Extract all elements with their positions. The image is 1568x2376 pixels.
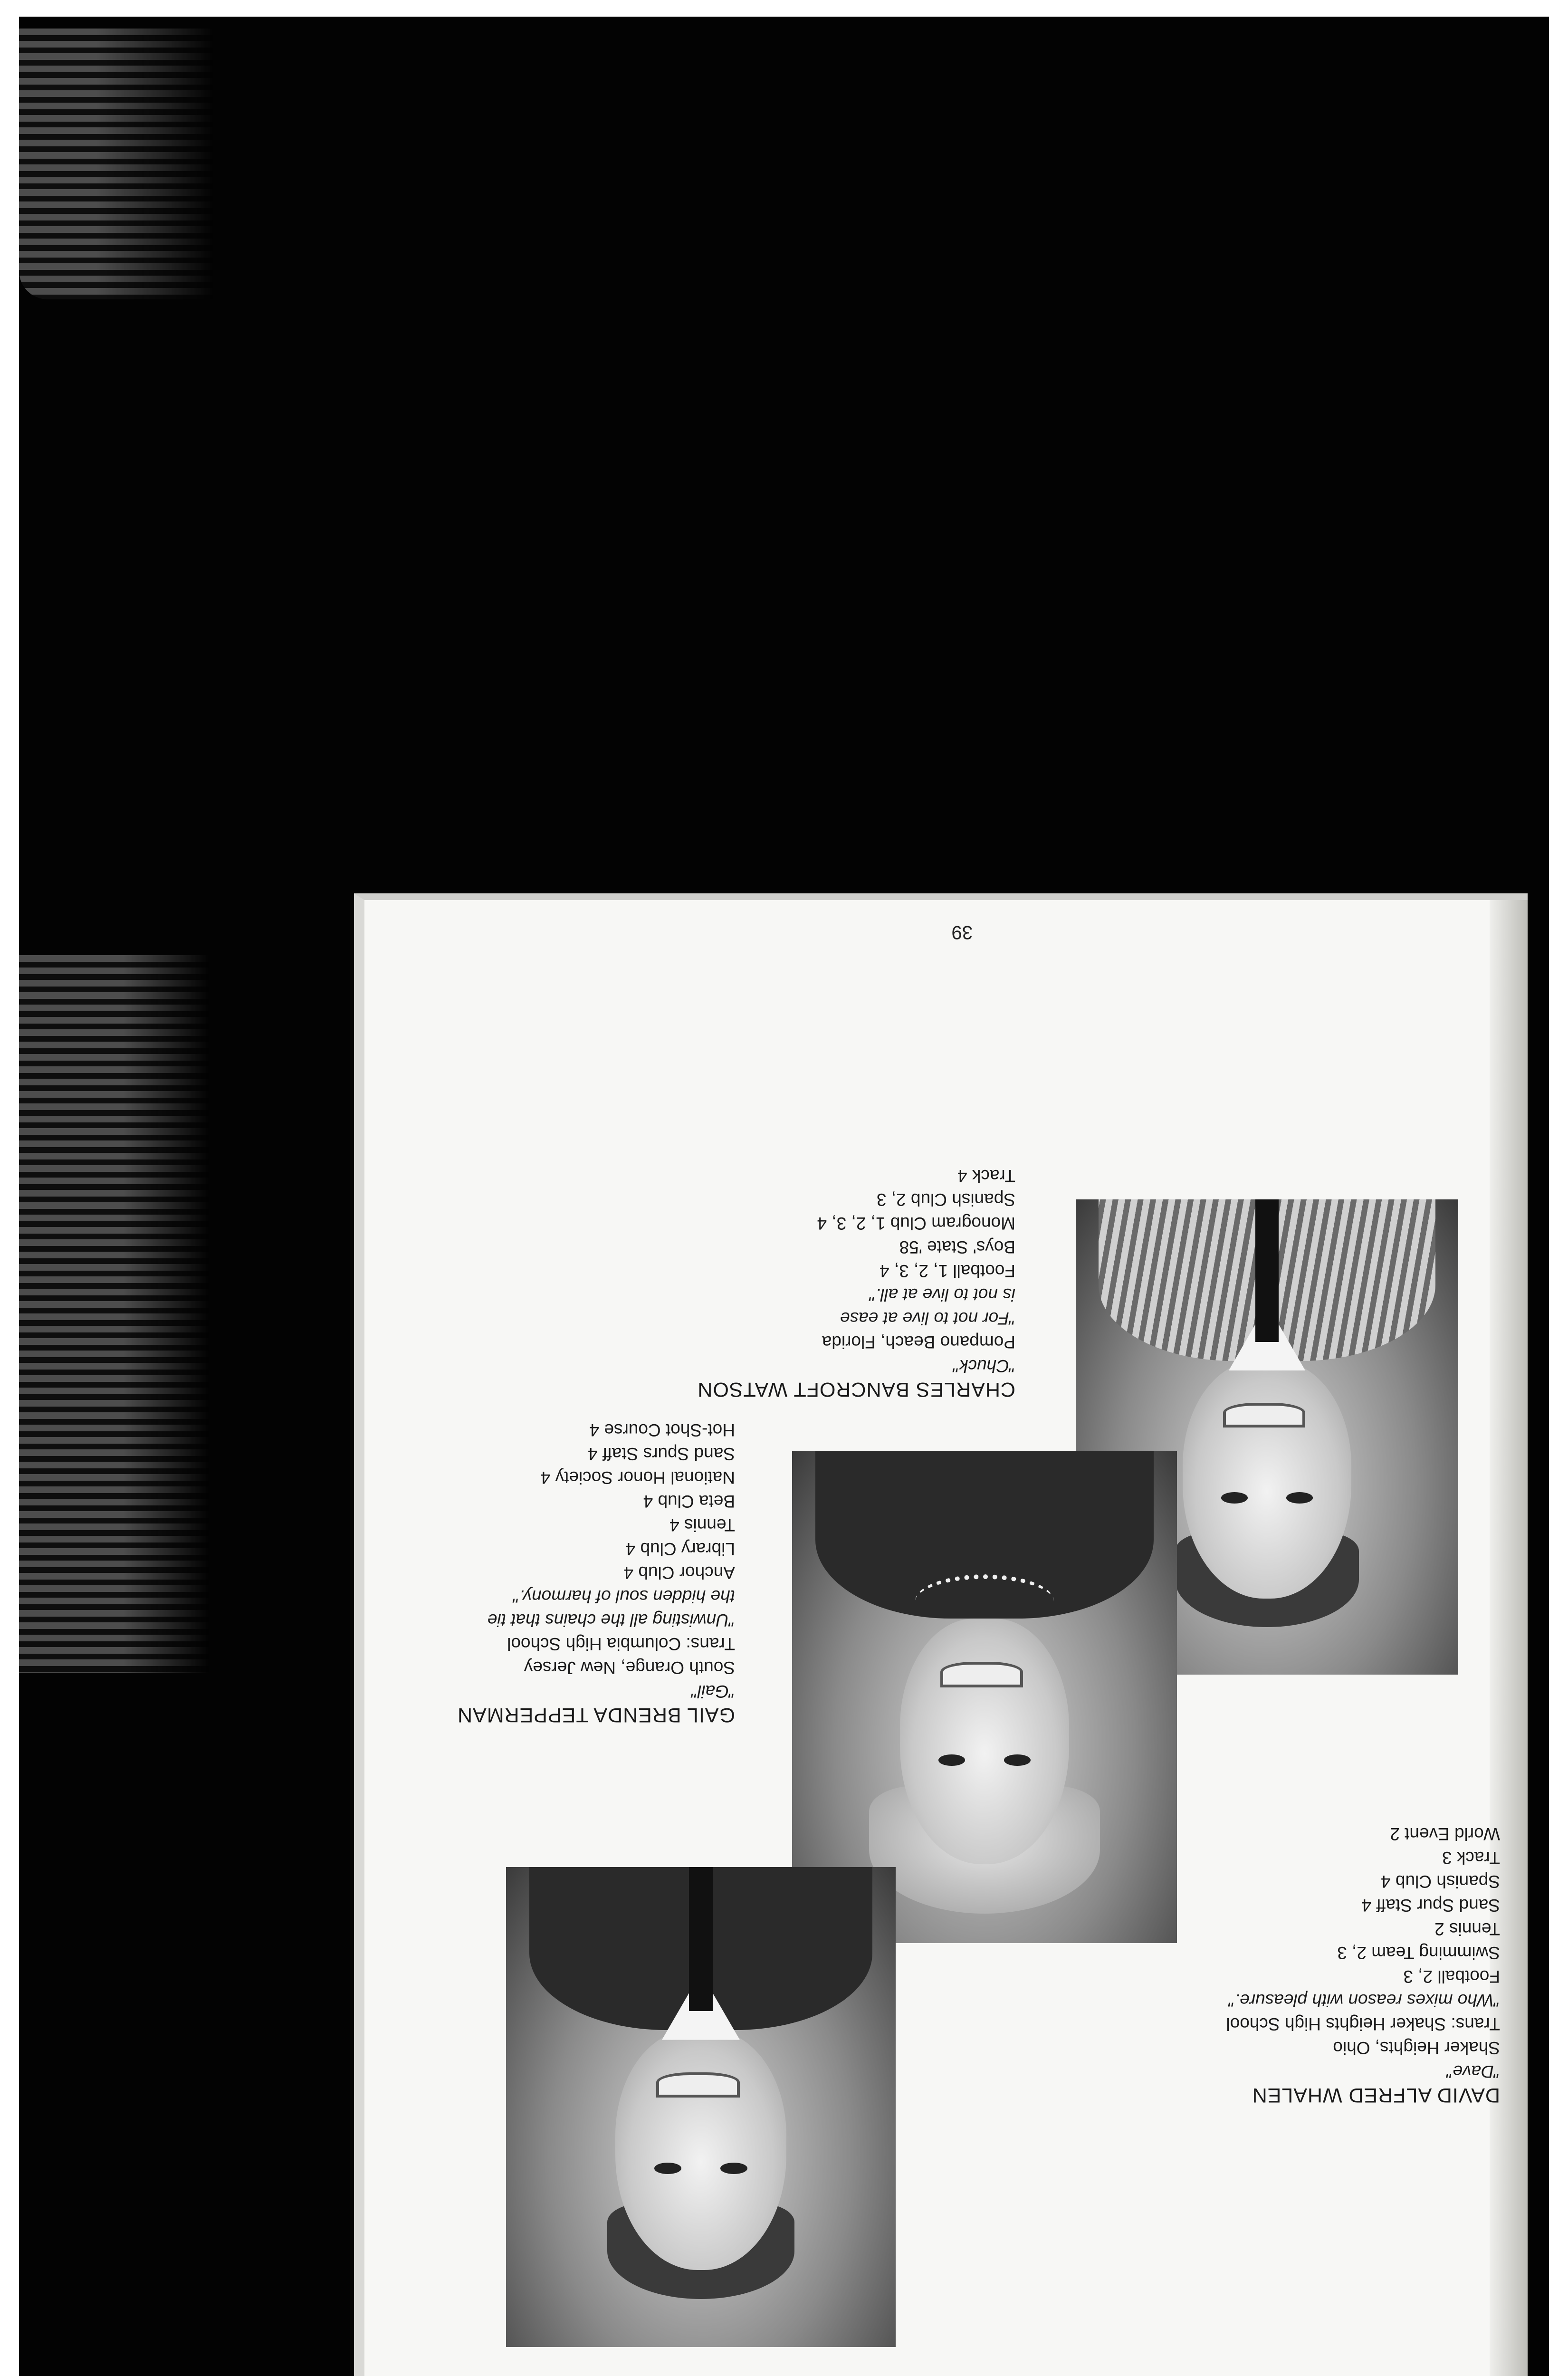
window-blind-reflection-middle — [19, 955, 209, 1673]
activity-item: Football 1, 2, 3, 4 — [880, 1261, 1015, 1281]
page-content-rotated — [364, 900, 1528, 2376]
activity-item: Tennis 4 — [669, 1515, 735, 1535]
student-name: GAIL BRENDA TEPPERMAN — [457, 1704, 735, 1726]
student-nickname: "Chuck" — [953, 1356, 1015, 1376]
page-number: 39 — [951, 922, 973, 943]
activity-item: Boys' State '58 — [899, 1237, 1015, 1257]
bio-charles-watson — [697, 1164, 1015, 1401]
photo-david-whalen — [506, 1867, 896, 2347]
activity-item: Anchor Club 4 — [623, 1563, 735, 1582]
activity-item: National Honor Society 4 — [540, 1468, 735, 1487]
activity-item: Tennis 2 — [1434, 1919, 1500, 1939]
bio-gail-tepperman — [457, 1418, 735, 1727]
activity-item: Hot-Shot Course 4 — [589, 1420, 735, 1440]
activity-item: Track 3 — [1442, 1848, 1500, 1868]
activity-item: Spanish Club 2, 3 — [876, 1190, 1015, 1209]
student-name: CHARLES BANCROFT WATSON — [697, 1378, 1015, 1401]
activity-item: Spanish Club 4 — [1381, 1872, 1500, 1891]
activity-item: Monogram Club 1, 2, 3, 4 — [817, 1214, 1015, 1233]
activity-item: Library Club 4 — [625, 1539, 735, 1559]
student-hometown: Pompano Beach, Florida — [822, 1332, 1015, 1352]
activity-item: Beta Club 4 — [643, 1492, 735, 1511]
student-quote-line: "For not to live at ease — [840, 1309, 1015, 1328]
window-blind-reflection-top — [19, 29, 214, 299]
bio-david-whalen — [1226, 1822, 1500, 2107]
student-nickname: "Dave" — [1446, 2062, 1500, 2081]
activity-item: Football 2, 3 — [1403, 1967, 1500, 1986]
student-hometown: South Orange, New Jersey — [524, 1658, 735, 1677]
student-nickname: "Gail" — [691, 1682, 735, 1701]
student-transfer: Trans: Shaker Heights High School — [1226, 2014, 1500, 2034]
student-quote-line: "Who mixes reason with pleasure." — [1228, 1991, 1500, 2010]
student-quote-line: the hidden soul of harmony." — [513, 1587, 735, 1606]
student-name: DAVID ALFRED WHALEN — [1252, 2084, 1500, 2107]
activity-item: Track 4 — [957, 1166, 1015, 1186]
student-quote-line: "Unwisting all the chains that tie — [487, 1610, 735, 1630]
yearbook-page — [354, 893, 1528, 2376]
student-transfer: Trans: Columbia High School — [507, 1634, 735, 1654]
activity-item: Swimming Team 2, 3 — [1337, 1943, 1500, 1963]
activity-item: World Event 2 — [1390, 1824, 1500, 1844]
student-hometown: Shaker Heights, Ohio — [1333, 2038, 1500, 2058]
activity-item: Sand Spur Staff 4 — [1361, 1896, 1500, 1915]
activity-item: Sand Spurs Staff 4 — [588, 1444, 735, 1464]
student-quote-line: is not to live at all." — [869, 1285, 1015, 1304]
